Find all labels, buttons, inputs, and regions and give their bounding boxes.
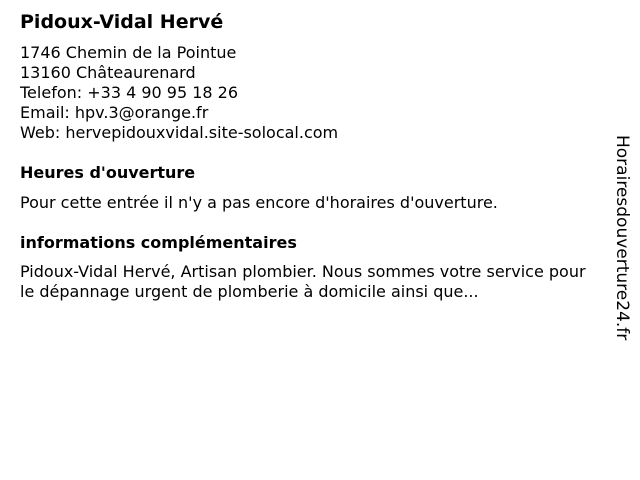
phone-number: Telefon: +33 4 90 95 18 26 — [20, 83, 239, 102]
address-street: 1746 Chemin de la Pointue — [20, 43, 237, 62]
email-address: Email: hpv.3@orange.fr — [20, 103, 209, 122]
site-watermark: Horairesdouverture24.fr — [612, 135, 632, 341]
additional-info-heading: informations complémentaires — [20, 233, 297, 252]
address-city: 13160 Châteaurenard — [20, 63, 196, 82]
additional-info-text: Pidoux-Vidal Hervé, Artisan plombier. Nous sommes votre service pour le dépannage urgent de plomberie à domicile ainsi que... — [20, 262, 586, 301]
business-name: Pidoux-Vidal Hervé — [20, 11, 224, 33]
business-card — [20, 10, 595, 302]
website-url: Web: hervepidouxvidal.site-solocal.com — [20, 123, 339, 142]
opening-hours-text: Pour cette entrée il n'y a pas encore d'horaires d'ouverture. — [20, 193, 498, 212]
opening-hours-heading: Heures d'ouverture — [20, 163, 196, 182]
